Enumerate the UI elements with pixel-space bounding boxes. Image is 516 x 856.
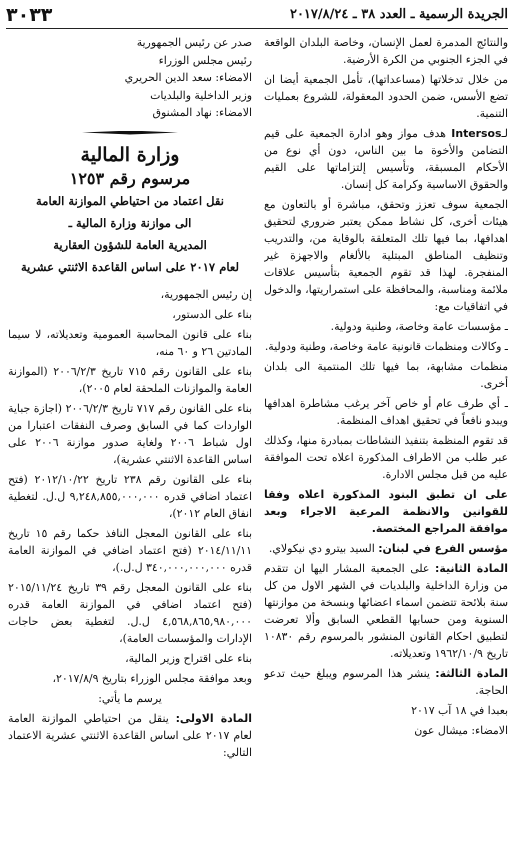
list-item: منظمات مشابهة، بما فيها تلك المنتمية الى بلدان أخرى. xyxy=(264,360,508,390)
decree-subject: لعام ٢٠١٧ على اساس القاعدة الاثنتي عشرية xyxy=(20,259,240,274)
signature-line: صدر عن رئيس الجمهورية xyxy=(136,36,252,49)
decree-subject: المديرية العامة للشؤون العقارية xyxy=(53,237,207,252)
clause: بناء على القانون رقم ٧١٧ تاريخ ٢٠٠٦/٢/٣ (اجازة جباية الواردات كما في السابق وصرف النفقات اعتبارا من اول شباط ٢٠٠٦ ولغاية صدور موازنة ٢٠٠٦ على اساس القاعدة الاثنتي عشرية)، xyxy=(8,401,252,466)
signature-line: الامضاء: نهاد المشنوق xyxy=(152,106,252,119)
organization-name: Intersos xyxy=(451,127,502,140)
article-text: ينقل من احتياطي الموازنة العامة لعام ٢٠١٧ على اساس القاعدة الاثنتي عشرية الاعتماد التالي: xyxy=(8,711,252,759)
signature-line: الامضاء: سعد الدين الحريري xyxy=(124,71,252,84)
decree-subject: الى موازنة وزارة المالية ـ xyxy=(68,215,192,230)
conditions-paragraph: على ان تطبق البنود المذكورة اعلاه وفقا للقوانين والانظمة المرعية الاجراء وبعد موافقة المراجع المختصة. xyxy=(264,488,508,535)
clause: بناء على قانون المحاسبة العمومية وتعديلاته، لا سيما المادتين ٢٦ و ٦٠ منه، xyxy=(8,327,252,358)
clause: بناء على القانون المعجل النافذ حكما رقم ١٥ تاريخ ٢٠١٤/١١/١١ (فتح اعتماد اضافي في الموازنة العامة قدره ٣٤٠,٠٠٠,٠٠٠,٠٠٠ ل.ل.)، xyxy=(8,526,252,574)
article-three xyxy=(264,665,508,699)
article-text: على الجمعية المشار اليها ان تتقدم من وزارة الداخلية والبلديات في الشهر الاول من كل سنة بلائحة تتضمن اسماء اعضائها وبنسخة من موازنتها السنوية ومن حسابها القطعي السابق وألا تعرضت لتطبيق احكام القانون المنشور بالمرسوم رقم ١٠٨٣٠ تاريخ ١٩٦٢/١٠/٩ وتعديلاته. xyxy=(264,562,508,660)
paragraph: قد تقوم المنظمة بتنفيذ النشاطات بمبادرة منها، وكذلك عبر طلب من الاطراف المذكورة اعلاه تحت الموافقة عليه من قبل مجلس الادارة. xyxy=(264,434,508,481)
founder-value: السيد بيترو دي نيكولاي. xyxy=(268,542,375,555)
decree-number: مرسوم رقم ١٢٥٣ xyxy=(69,168,191,188)
founder-label: مؤسس الفرع في لبنان: xyxy=(378,542,508,555)
founder-line xyxy=(264,540,508,557)
clause: بناء على القانون المعجل رقم ٣٩ تاريخ ٢٠١٥/١١/٢٤ (فتح اعتماد اضافي في الموازنة العامة قدره ٤,٥٦٨,٨٦٥,٩٨٠,٠٠٠ ل.ل. لتغطية بعض حاجات الإدارات والمؤسسات العامة)، xyxy=(8,580,252,645)
right-column xyxy=(264,34,508,850)
article-text: ينشر هذا المرسوم ويبلغ حيث تدعو الحاجة. xyxy=(264,667,508,697)
clause: إن رئيس الجمهورية، xyxy=(160,287,252,301)
article-two xyxy=(264,560,508,662)
clause: وبعد موافقة مجلس الوزراء بتاريخ ٢٠١٧/٨/٩، xyxy=(52,671,252,685)
left-column xyxy=(8,34,252,850)
clause: بناء على الدستور، xyxy=(172,307,252,321)
page-number: ٣٠٣٣ xyxy=(6,4,53,26)
article-one xyxy=(8,710,252,761)
list-item: ـ أي طرف عام أو خاص آخر يرغب مشاطرة اهدافها ويبدو نافعاً في تحقيق اهداف المنظمة. xyxy=(264,397,508,427)
gazette-issue-title: الجريدة الرسمية ـ العدد ٣٨ ـ ٢٠١٧/٨/٢٤ xyxy=(289,7,508,22)
article-label: المادة الثانية: xyxy=(434,562,508,575)
signature-block xyxy=(8,34,252,122)
article-label: المادة الاولى: xyxy=(175,711,252,725)
page-header xyxy=(6,4,508,29)
paragraph-prefix: لـ xyxy=(501,127,508,140)
place-date: بعبدا في ١٨ آب ٢٠١٧ xyxy=(411,704,508,717)
decree-subject: نقل اعتماد من احتياطي الموازنة العامة xyxy=(36,193,224,208)
section-divider xyxy=(82,131,178,135)
clause: بناء على القانون رقم ٢٣٨ تاريخ ٢٠١٢/١٠/٢٢ (فتح اعتماد اضافي قدره ٩,٢٤٨,٨٥٥,٠٠٠,٠٠٠ ل.ل. لتغطية انفاق العام ٢٠١٢)، xyxy=(8,472,252,520)
signature-line: وزير الداخلية والبلديات xyxy=(150,88,252,102)
list-item: ـ وكالات ومنظمات قانونية عامة وخاصة، وطنية ودولية. xyxy=(264,340,508,353)
clause: بناء على اقتراح وزير المالية، xyxy=(125,651,252,665)
article-label: المادة الثالثة: xyxy=(435,667,508,680)
paragraph xyxy=(264,125,508,193)
paragraph: من خلال تدخلاتها (مساعداتها)، تأمل الجمعية أيضا ان تضع الأسس، ضمن الحدود المعقولة، للشروع بعمليات التنمية. xyxy=(264,73,508,120)
signature-line: رئيس مجلس الوزراء xyxy=(158,53,252,67)
list-item: ـ مؤسسات عامة وخاصة، وطنية ودولية. xyxy=(330,320,508,333)
clause: بناء على القانون رقم ٧١٥ تاريخ ٢٠٠٦/٢/٣ (الموازنة العامة والموازنات الملحقة لعام ٢٠٠٥)، xyxy=(8,364,252,395)
ministry-heading: وزارة المالية xyxy=(80,143,180,166)
signature-line: الامضاء: ميشال عون xyxy=(414,724,508,737)
paragraph-text: هدف مواز وهو ادارة الجمعية على قيم التضامن والأخوة ما بين الناس، دون أي نوع من الأحكام المسبقة، وتأسيس إلتزاماتها على القيم والحقوق الاساسية وكرامة كل إنسان. xyxy=(264,127,508,191)
decree-formula: يرسم ما يأتي: xyxy=(98,691,162,705)
paragraph: الجمعية سوف تعزز وتحقق، مباشرة أو بالتعاون مع هيئات أخرى، كل نشاط ممكن يعتبر ضروري لتحقيق اهدافها، بما فيها تلك المتعلقة بالوقاية من، والتدريب وتنظيف المناطق المبتلية بالألغام والاجهزة غير المنفجرة. لهذا قد تقوم الجمعية بتأسيس علاقات ملائمة ومناسبة، والمحافظة على استمراريتها، والدخول في اتفاقيات مع: xyxy=(264,198,508,313)
paragraph: والنتائج المدمرة لعمل الإنسان، وخاصة البلدان الواقعة في الجزء الجنوبي من الكرة الأرضية. xyxy=(264,36,508,66)
